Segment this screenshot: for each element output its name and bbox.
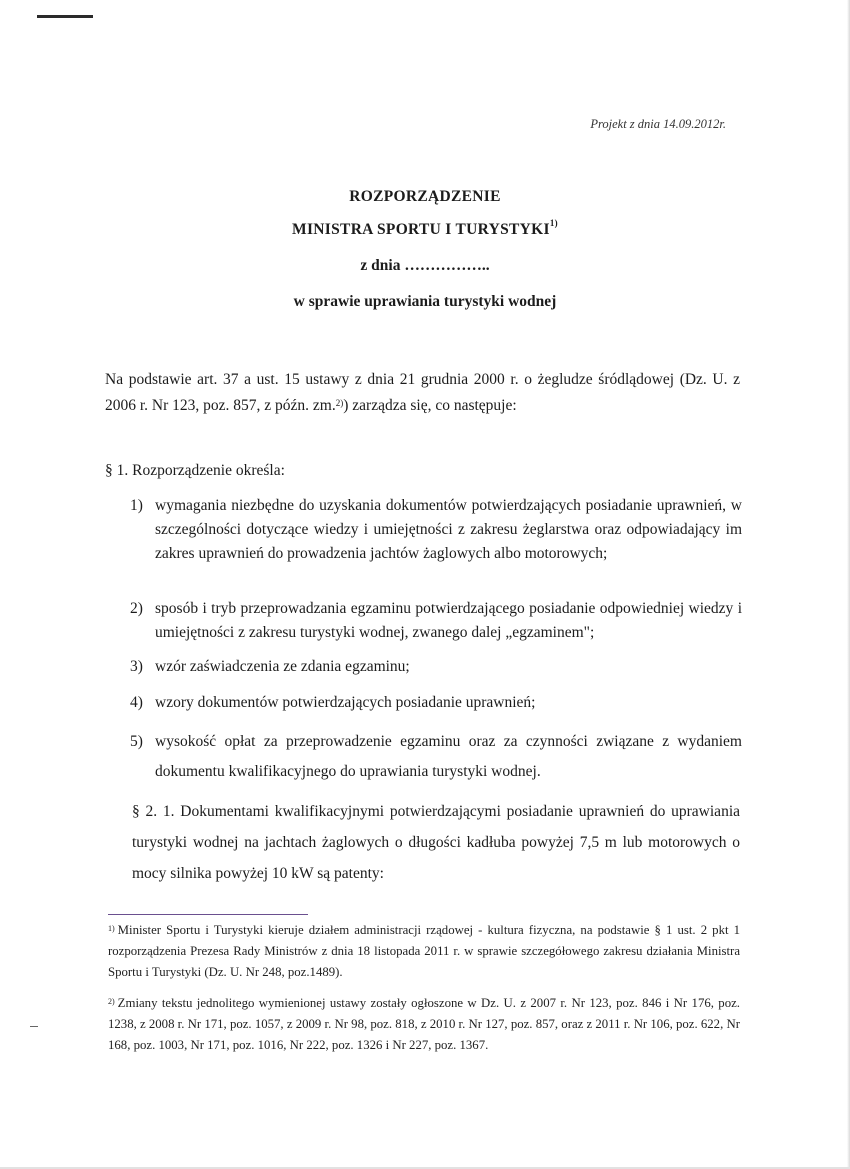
footnote-mark: 1) <box>108 924 115 933</box>
list-item <box>130 655 742 679</box>
document-title: ROZPORZĄDZENIE <box>349 188 501 205</box>
footnote-separator <box>108 914 308 915</box>
scan-mark <box>30 1026 38 1027</box>
issuing-authority <box>0 218 850 239</box>
document-subject: w sprawie uprawiania turystyki wodnej <box>293 293 557 310</box>
section-2-paragraph: § 2. 1. Dokumentami kwalifikacyjnymi potwierdzającymi posiadanie uprawnień do uprawiania turystyki wodnej na jachtach żaglowych o długości kadłuba powyżej 7,5 m lub motorowych o mocy silnika powyżej 10 kW są patenty: <box>132 803 740 882</box>
footnote-ref: 2) <box>335 398 344 408</box>
section-1-heading: § 1. Rozporządzenie określa: <box>105 462 285 479</box>
list-item-text: wymagania niezbędne do uzyskania dokumentów potwierdzających posiadanie uprawnień, w szczególności dotyczące wiedzy i umiejętności z zakresu żeglarstwa oraz odpowiadający im zakres uprawnień do prowadzenia jachtów żaglowych albo motorowych; <box>155 497 742 562</box>
list-item-text: wzory dokumentów potwierdzających posiadanie uprawnień; <box>155 694 536 711</box>
list-item-number: 1) <box>130 497 143 514</box>
list-item <box>130 494 742 566</box>
legal-basis-text-end: ) zarządza się, co następuje: <box>343 397 517 414</box>
footnote-ref: 1) <box>549 218 558 228</box>
footnote-text: Zmiany tekstu jednolitego wymienionej ustawy zostały ogłoszone w Dz. U. z 2007 r. Nr 123, poz. 846 i Nr 176, poz. 1238, z 2008 r. Nr 171, poz. 1057, z 2009 r. Nr 98, poz. 818, z 2010 r. Nr 127, poz. 857, oraz z 2011 r. Nr 106, poz. 622, Nr 168, poz. 1003, Nr 171, poz. 1016, Nr 222, poz. 1326 i Nr 227, poz. 1367. <box>108 996 740 1052</box>
document-date: z dnia …………….. <box>360 257 490 274</box>
list-item-number: 3) <box>130 658 143 675</box>
list-item <box>130 727 742 787</box>
footnote-mark: 2) <box>108 997 115 1006</box>
footnote-text: Minister Sportu i Turystyki kieruje działem administracji rządowej - kultura fizyczna, na podstawie § 1 ust. 2 pkt 1 rozporządzenia Prezesa Rady Ministrów z dnia 18 listopada 2011 r. w sprawie szczegółowego zakresu działania Ministra Sportu i Turystyki (Dz. U. Nr 248, poz.1489). <box>108 923 740 979</box>
list-item-text: sposób i tryb przeprowadzania egzaminu potwierdzającego posiadanie odpowiedniej wiedzy i umiejętności z zakresu turystyki wodnej, zwanego dalej „egzaminem"; <box>155 600 742 641</box>
legal-basis-text: Na podstawie art. 37 a ust. 15 ustawy z dnia 21 grudnia 2000 r. o żegludze śródlądowej (Dz. U. z 2006 r. Nr 123, poz. 857, z późn. zm. <box>105 371 740 414</box>
issuing-authority-text: MINISTRA SPORTU I TURYSTYKI <box>292 221 550 238</box>
scan-mark <box>37 15 93 18</box>
list-item <box>130 597 742 645</box>
project-date: Projekt z dnia 14.09.2012r. <box>590 117 726 131</box>
list-item-number: 4) <box>130 694 143 711</box>
list-item-text: wzór zaświadczenia ze zdania egzaminu; <box>155 658 410 675</box>
list-item-text: wysokość opłat za przeprowadzenie egzaminu oraz za czynności związane z wydaniem dokumentu kwalifikacyjnego do uprawiania turystyki wodnej. <box>155 733 742 780</box>
list-item <box>130 691 742 715</box>
footnote <box>108 993 740 1056</box>
list-item-number: 5) <box>130 733 143 750</box>
list-item-number: 2) <box>130 600 143 617</box>
legal-basis-paragraph <box>105 367 740 419</box>
footnote <box>108 920 740 983</box>
